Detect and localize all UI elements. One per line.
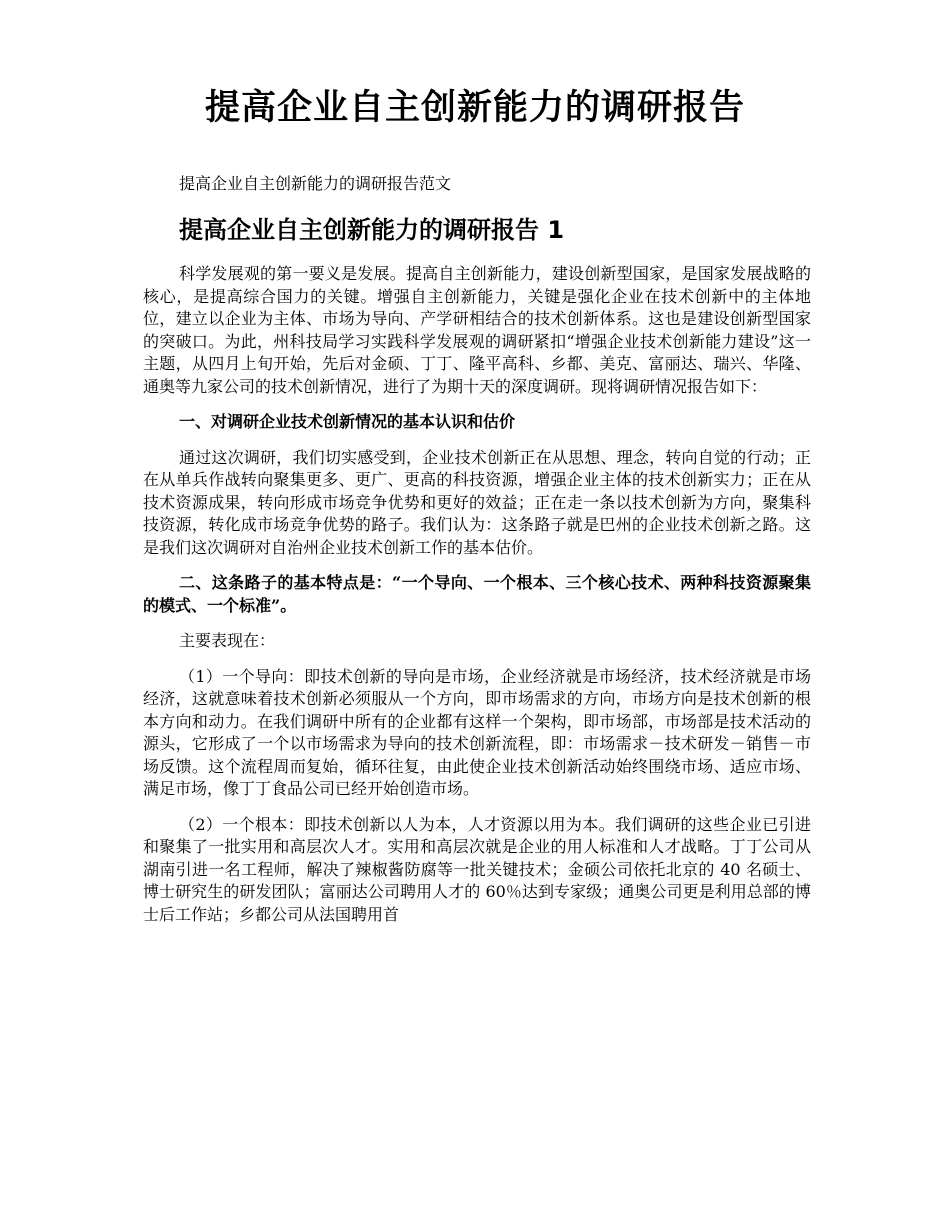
paragraph-intro: 科学发展观的第一要义是发展。提高自主创新能力，建设创新型国家，是国家发展战略的核心，是提高综合国力的关键。增强自主创新能力，关键是强化企业在技术创新中的主体地位，建立以企业为主体、市场为导向、产学研相结合的技术创新体系。这也是建设创新型国家的突破口。为此，州科技局学习实践科学发展观的调研紧扣“增强企业技术创新能力建设”这一主题，从四月上旬开始，先后对金硕、丁丁、隆平高科、乡都、美克、富丽达、瑞兴、华隆、通奥等九家公司的技术创新情况，进行了为期十天的深度调研。现将调研情况报告如下： <box>143 264 811 396</box>
paragraph-point-2: （2）一个根本：即技术创新以人为本，人才资源以用为本。我们调研的这些企业已引进和聚集了一批实用和高层次人才。实用和高层次就是企业的用人标准和人才战略。丁丁公司从湖南引进一名工程师，解决了辣椒酱防腐等一批关键技术；金硕公司依托北京的 40 名硕士、博士研究生的研发团队；富丽达公司聘用人才的 60％达到专家级；通奥公司更是利用总部的博士后工作站；乡都公司从法国聘用首 <box>143 814 811 924</box>
paragraph-main-points: 主要表现在： <box>179 631 276 650</box>
heading-part-one: 一、对调研企业技术创新情况的基本认识和估价 <box>179 412 516 431</box>
heading-part-two: 二、这条路子的基本特点是：“一个导向、一个根本、三个核心技术、两种科技资源聚集的模式、一个标准”。 <box>143 573 811 615</box>
paragraph-assessment: 通过这次调研，我们切实感受到，企业技术创新正在从思想、理念，转向自觉的行动；正在从单兵作战转向聚集更多、更广、更高的科技资源，增强企业主体的技术创新实力；正在从技术资源成果，转向形成市场竞争优势和更好的效益；正在走一条以技术创新为方向，聚集科技资源，转化成市场竞争优势的路子。我们认为：这条路子就是巴州的企业技术创新之路。这是我们这次调研对自治州企业技术创新工作的基本估价。 <box>143 447 811 557</box>
page-title: 提高企业自主创新能力的调研报告 <box>204 88 745 128</box>
document-body <box>143 263 811 939</box>
paragraph-point-1: （1）一个导向：即技术创新的导向是市场，企业经济就是市场经济，技术经济就是市场经济，这就意味着技术创新必须服从一个方向，即市场需求的方向，市场方向是技术创新的根本方向和动力。在我们调研中所有的企业都有这样一个架构，即市场部，市场部是技术活动的源头，它形成了一个以市场需求为导向的技术创新流程，即：市场需求－技术研发－销售－市场反馈。这个流程周而复始，循环往复，由此使企业技术创新活动始终围绕市场、适应市场、满足市场，像丁丁食品公司已经开始创造市场。 <box>143 666 811 798</box>
document-subtitle: 提高企业自主创新能力的调研报告范文 <box>179 174 452 193</box>
section-heading: 提高企业自主创新能力的调研报告 1 <box>179 216 565 244</box>
